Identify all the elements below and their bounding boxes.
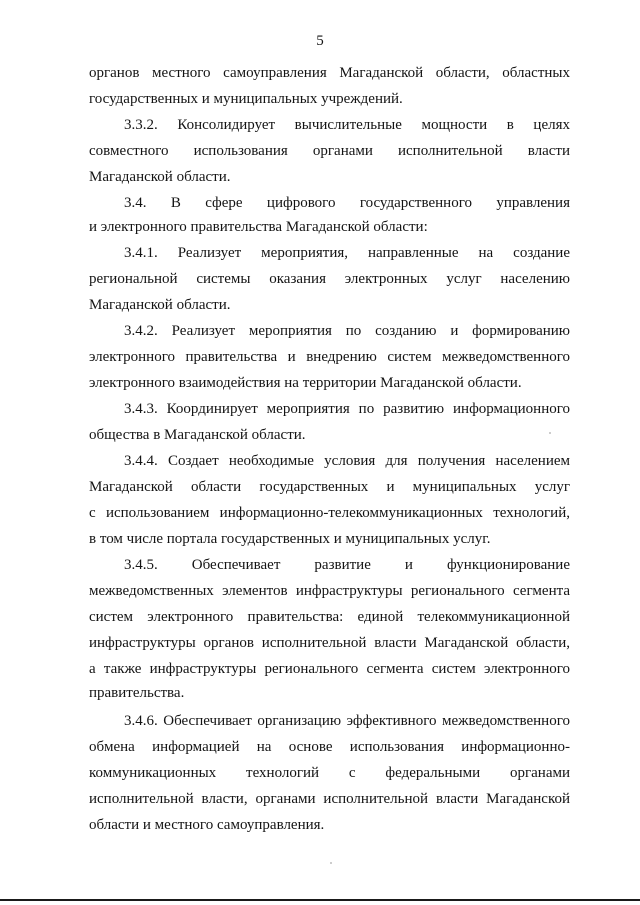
text-line: 3.4.2. Реализует мероприятия по созданию и формированию (124, 323, 570, 339)
text-line: электронного правительства и внедрению систем межведомственного (89, 349, 570, 365)
text-line: правительства. (89, 685, 185, 701)
text-line: электронного взаимодействия на территории Магаданской области. (89, 375, 522, 391)
text-line: 3.4.1. Реализует мероприятия, направленные на создание (124, 245, 570, 261)
text-line: 3.4.3. Координирует мероприятия по развитию информационного (124, 401, 570, 417)
text-line: органов местного самоуправления Магаданской области, областных (89, 65, 570, 81)
text-line: государственных и муниципальных учреждений. (89, 91, 403, 107)
text-line: межведомственных элементов инфраструктуры регионального сегмента (89, 583, 570, 599)
scan-speck (549, 432, 551, 434)
text-line: области и местного самоуправления. (89, 817, 325, 833)
text-line: 3.4.6. Обеспечивает организацию эффективного межведомственного (124, 713, 570, 729)
text-line: Магаданской области. (89, 169, 231, 185)
text-line: общества в Магаданской области. (89, 427, 306, 443)
text-line: Магаданской области. (89, 297, 231, 313)
page-number: 5 (316, 33, 324, 49)
text-line: коммуникационных технологий с федеральными органами (89, 765, 570, 781)
text-line: в том числе портала государственных и муниципальных услуг. (89, 531, 491, 547)
text-line: совместного использования органами исполнительной власти (89, 143, 570, 159)
text-line: и электронного правительства Магаданской области: (89, 219, 428, 235)
page-bottom-edge (0, 899, 640, 901)
text-line: исполнительной власти, органами исполнительной власти Магаданской (89, 791, 570, 807)
text-line: а также инфраструктуры регионального сегмента систем электронного (89, 661, 570, 677)
text-line: с использованием информационно-телекоммуникационных технологий, (89, 505, 570, 521)
text-line: инфраструктуры органов исполнительной власти Магаданской области, (89, 635, 570, 651)
text-line: 3.4. В сфере цифрового государственного управления (124, 195, 570, 211)
text-line: систем электронного правительства: единой телекоммуникационной (89, 609, 570, 625)
text-line: 3.4.5. Обеспечивает развитие и функционирование (124, 557, 570, 573)
text-line: 3.3.2. Консолидирует вычислительные мощности в целях (124, 117, 570, 133)
text-line: 3.4.4. Создает необходимые условия для получения населением (124, 453, 570, 469)
text-line: региональной системы оказания электронных услуг населению (89, 271, 570, 287)
scan-speck (330, 862, 332, 864)
text-line: Магаданской области государственных и муниципальных услуг (89, 479, 570, 495)
text-line: обмена информацией на основе использования информационно- (89, 739, 570, 755)
